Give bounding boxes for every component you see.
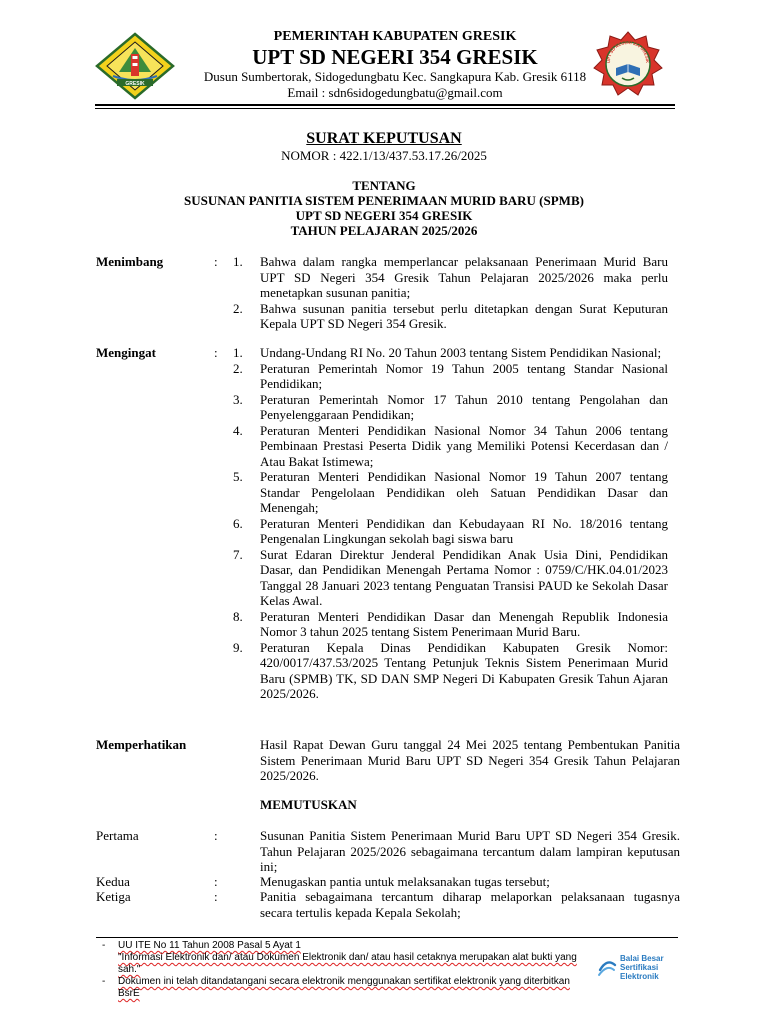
subject-line: SUSUNAN PANITIA SISTEM PENERIMAAN MURID BARU (SPMB): [184, 193, 584, 208]
footer-item: [100, 940, 590, 976]
section-label: Memperhatikan: [96, 737, 187, 752]
list-item: [233, 392, 668, 423]
item-number: 1.: [233, 254, 243, 269]
kop-address: Dusun Sumbertorak, Sidogedungbatu Kec. Sangkapura Kab. Gresik 6118: [203, 69, 587, 84]
item-number: 8.: [233, 608, 243, 624]
footer-item: [100, 976, 590, 1000]
section-label: Menimbang: [96, 254, 164, 269]
letterhead-rule-thick: [95, 104, 675, 106]
mengingat-list: [233, 345, 668, 702]
item-number: 2.: [233, 360, 243, 376]
list-item: [233, 345, 668, 361]
list-item: [233, 361, 668, 392]
item-text: Peraturan Menteri Pendidikan Nasional Nomor 19 Tahun 2007 tentang Standar Pengelolaan Pendidikan oleh Satuan Pendidikan Dasar dan Menengah;: [260, 469, 668, 515]
item-number: 6.: [233, 515, 243, 531]
logo-left-text: GRESIK: [125, 81, 145, 87]
bsre-swirl-icon: [596, 956, 618, 982]
item-number: 9.: [233, 639, 243, 655]
section-colon: :: [214, 254, 218, 269]
kop-school-name: UPT SD NEGERI 354 GRESIK: [252, 45, 538, 69]
list-item: [233, 254, 668, 301]
item-number: 7.: [233, 546, 243, 562]
subject-line: UPT SD NEGERI 354 GRESIK: [295, 208, 473, 223]
section-label: Mengingat: [96, 345, 156, 360]
decision-colon: :: [214, 828, 218, 843]
bsre-line: Sertifikasi: [620, 963, 659, 972]
section-colon: :: [214, 345, 218, 360]
list-item: [233, 301, 668, 332]
item-text: Peraturan Menteri Pendidikan Nasional Nomor 34 Tahun 2006 tentang Pembinaan Prestasi Peserta Didik yang Memiliki Potensi Kecerdasan dan / Atau Bakat Istimewa;: [260, 422, 668, 469]
bsre-line: Elektronik: [620, 972, 659, 981]
school-badge-icon: [592, 30, 664, 98]
document-title: SURAT KEPUTUSAN: [306, 130, 462, 147]
bsre-text: [620, 954, 664, 981]
subject-line: TAHUN PELAJARAN 2025/2026: [290, 223, 478, 238]
item-text: Undang-Undang RI No. 20 Tahun 2003 tentang Sistem Pendidikan Nasional;: [260, 345, 662, 360]
memperhatikan-text: Hasil Rapat Dewan Guru tanggal 24 Mei 2025 tentang Pembentukan Panitia Sistem Penerimaan Murid Baru UPT SD Negeri 354 Gresik Tahun Pelajaran 2025/2026.: [260, 737, 680, 783]
item-number: 4.: [233, 422, 243, 438]
menimbang-list: [233, 254, 668, 332]
document-subject: [0, 178, 768, 238]
decision-label: Kedua: [96, 874, 130, 889]
item-text: Peraturan Menteri Pendidikan Dasar dan Menengah Republik Indonesia Nomor 3 tahun 2025 tentang Sistem Penerimaan Murid Baru.: [260, 608, 668, 639]
list-item: [233, 516, 668, 547]
document-number: NOMOR : 422.1/13/437.53.17.26/2025: [281, 148, 487, 163]
decision-text: Panitia sebagaimana tercantum diharap melaporkan pelaksanaan tugasnya secara tertulis kepada Kepala Sekolah;: [260, 889, 680, 920]
item-number: 3.: [233, 391, 243, 407]
decision-text: Menugaskan pantia untuk melaksanakan tugas tersebut;: [260, 874, 550, 889]
list-item: [233, 547, 668, 609]
decision-colon: :: [214, 889, 218, 904]
logo-right-text: UPT SD NEGERI 354 GRESIK: [605, 39, 651, 64]
list-item: [233, 609, 668, 640]
footer-notes: [100, 940, 590, 1000]
decision-colon: :: [214, 874, 218, 889]
list-item: [233, 640, 668, 702]
footer-law-reference: UU ITE No 11 Tahun 2008 Pasal 5 Ayat 1: [118, 940, 301, 951]
item-number: 1.: [233, 345, 243, 360]
footer-esign-note: Dokumen ini telah ditandatangani secara elektronik menggunakan sertifikat elektronik yang diterbitkan BsrE: [118, 976, 570, 999]
item-text: Peraturan Kepala Dinas Pendidikan Kabupaten Gresik Nomor: 420/0017/437.53/2025 Tentang Petunjuk Teknis Sistem Penerimaan Murid Baru (SPMB) TK, SD DAN SMP Negeri Di Kabupaten Gresik Tahun Ajaran 2025/2026.: [260, 639, 668, 701]
bsre-line: Balai Besar: [620, 954, 664, 963]
kop-email: Email : sdn6sidogedungbatu@gmail.com: [287, 85, 503, 100]
item-number: 2.: [233, 300, 243, 316]
footer-dash: -: [102, 976, 106, 987]
decision-label: Pertama: [96, 828, 139, 843]
decision-label: Ketiga: [96, 889, 131, 904]
kop-government: PEMERINTAH KABUPATEN GRESIK: [273, 29, 517, 44]
memutuskan-heading: MEMUTUSKAN: [260, 797, 357, 812]
item-text: Peraturan Pemerintah Nomor 19 Tahun 2005 tentang Standar Nasional Pendidikan;: [260, 360, 668, 391]
decision-text: Susunan Panitia Sistem Penerimaan Murid Baru UPT SD Negeri 354 Gresik. Tahun Pelajaran 2025/2026 sebagaimana tercantum dalam lampiran keputusan ini;: [260, 828, 680, 874]
list-item: [233, 469, 668, 516]
bsre-logo: [596, 954, 686, 988]
footer-law-quote: "Informasi Elektronik dan/ atau Dokumen Elektronik dan/ atau hasil cetaknya merupakan alat bukti yang sah.": [118, 952, 577, 975]
letterhead-rule-thin: [95, 108, 675, 109]
item-text: Bahwa susunan panitia tersebut perlu ditetapkan dengan Surat Keputuran Kepala UPT SD Negeri 354 Gresik.: [260, 300, 668, 331]
item-text: Peraturan Pemerintah Nomor 17 Tahun 2010 tentang Pengolahan dan Penyelenggaraan Pendidikan;: [260, 391, 668, 422]
item-text: Surat Edaran Direktur Jenderal Pendidikan Anak Usia Dini, Pendidikan Dasar, dan Pendidikan Menengah Pertama Nomor : 0759/C/HK.04.01/2023 Tanggal 28 Januari 2023 tentang Penguatan Transisi PAUD ke Sekolah Dasar Kelas Awal.: [260, 546, 668, 608]
subject-line: TENTANG: [352, 178, 416, 193]
item-number: 5.: [233, 469, 243, 484]
footer-dash: -: [102, 940, 106, 951]
footer-rule: [96, 937, 678, 938]
list-item: [233, 423, 668, 470]
item-text: Bahwa dalam rangka memperlancar pelaksanaan Penerimaan Murid Baru UPT SD Negeri 354 Gresik Tahun Pelajaran 2025/2026 maka perlu menetapkan susunan panitia;: [260, 254, 668, 300]
letterhead: [160, 28, 630, 101]
item-text: Peraturan Menteri Pendidikan dan Kebudayaan RI No. 18/2016 tentang Pengenalan Lingkungan sekolah bagi siswa baru: [260, 515, 668, 546]
